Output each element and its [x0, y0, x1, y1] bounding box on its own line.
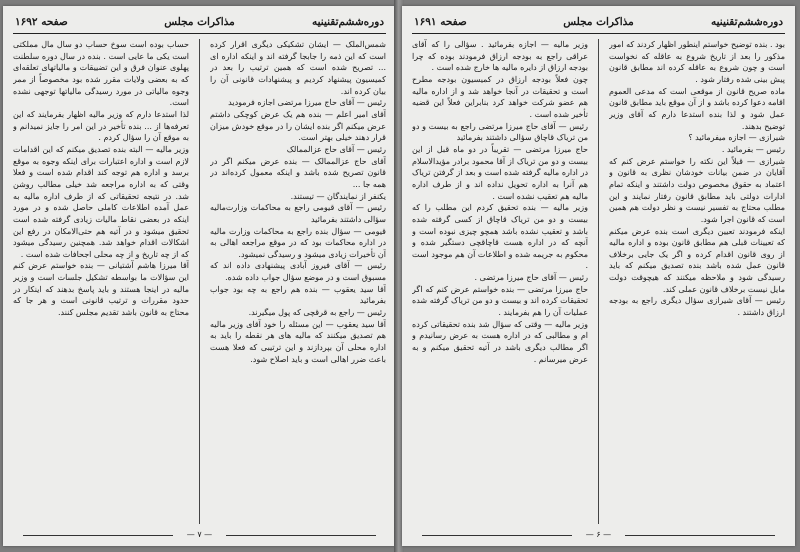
- paragraph: وزیر مالیه — وقتی که سؤال شد بنده تحقیقاتی کرده ام و مطالبی که در اداره هست به عرض رسانیدم و اگر مطالب دیگری باشد در آتیه تحقیق میکنم و به عرض میرسانم .: [412, 319, 588, 364]
- paragraph: شیرازی — اجازه میفرمائید ؟: [688, 133, 785, 143]
- paragraph: رئیس — آقای قیومی راجع به محاکمات وزارت‌مالیه سؤالی داشتند بفرمائید: [210, 203, 386, 224]
- paragraph: بود . بنده توضیح خواستم اینطور اظهار کردند که امور مذکور را بعد از تاریخ شروع به عاقله که نخواست است و چون شروع به عاقله کرده اند مطابق قانون پیش بینی شده رفتار شود .: [609, 40, 785, 84]
- session-title: دوره‌ششم‌تقنینیه: [311, 16, 384, 28]
- paragraph: حاج میرزا مرتضی — بنده خواستم عرض کنم که اگر تحقیقات کرده اند و بیست و دو من تریاک گرفته شده عملیات آن را هم بفرمایند .: [412, 284, 588, 318]
- session-title: دوره‌ششم‌تقنینیه: [710, 16, 783, 28]
- header-rule: [412, 33, 785, 34]
- running-title: مذاکرات مجلس: [563, 16, 634, 28]
- paragraph: چون فعلاً بودجه ارزاق در کمیسیون بودجه مطرح است و تحقیقات در آنجا خواهد شد و از اداره مالیه هم عضو شرکت خواهد کرد بنابراین فعلاً این قضیه تأخیر شده است .: [412, 74, 588, 119]
- right-page: [402, 6, 795, 546]
- paragraph: آقا سید یعقوب — این مسئله را خود آقای وزیر مالیه هم تصدیق میکنند که مالیه های هر نقطه را باید به اداره محلی آن بپردازند و این ترتیبی که فعلا هست باعث ضرر اهالی است و باید اصلاح شود.: [210, 319, 386, 364]
- page-number: — ۶ —: [582, 530, 615, 539]
- text-column-left: [412, 39, 588, 524]
- right-page-header: [414, 16, 783, 30]
- paragraph: شمس‌الملک — ایشان تشکیکی‌ دیگری اقرار کرده است که این ذمه را جابجا گرفته اند و اینکه اداره ای ... تصریح شده است که همین ترتیب را بعد در کمیسیون پیشنهاد کردیم و پیشنهادات قانونی آن را بیان کرده اند.: [210, 40, 386, 96]
- paragraph: وزیر مالیه — بنده تحقیق کردم این مطلب را که بیست و دو من تریاک قاچاق از کسی گرفته شده باشد و تعقیب نشده باشد همچو چیزی نبوده است و آنچه که در اداره هست قاچاقچی دستگیر شده و محکوم به جریمه شده و اطلاعات آن هم موجود است .: [412, 203, 588, 271]
- paragraph: حساب بوده است سوخ حساب دو سال مال مملکتی است یکی ما عایی است . بنده در سال دوره سلطنت پهلوی عنوان فرق و این تضییقات و مالیاتهای تعلقه‌ای که به بعضی ولایات مقرر شده بود مخصوصاً از ممر وجوه مالیاتی در مورد رسیدگی مالیاتها توجهی نشده است.: [13, 40, 189, 108]
- text-column-right: [210, 39, 386, 524]
- paragraph: آقای امیر اعلم — بنده هم یک عرض کوچکی داشتم عرض میکنم اگر بنده ایشان را در موقع خودش میزان قرار دهند خیلی بهتر است.: [210, 109, 386, 143]
- column-divider: [598, 39, 599, 524]
- left-page: [3, 6, 396, 546]
- paragraph: یکنفر از نمایندگان — تیستند.: [290, 191, 386, 201]
- paragraph: حاج میرزا مرتضی — تقریباً در دو ماه قبل از این بیست و دو من تریاک از آقا محمود برادر مؤیدالاسلام در اداره مالیه گرفته شده است و بعد از گرفتن تریاک هم آنرا به اداره تحویل نداده اند و از طرف اداره مالیه هم تعقیب نشده است .: [412, 144, 588, 201]
- paragraph: وزیر مالیه — البته بنده تصدیق میکنم که این اقدامات لازم است و اداره اعتبارات برای اینکه وجوه به موقع برسد و اداره هم توجه کند اقدام شده است و فعلا وقتی که به اداره مراجعه شد خیلی مطالب روشن شد. در نتیجه تحقیقاتی که از طرف اداره مالیه به عمل آمده اطلاعات کاملی حاصل شده و در مورد اینکه در بعضی نقاط مالیات زیادی گرفته شده است تحقیق میشود و در آتیه هم حتی‌الامکان در رفع این اشکالات اقدام خواهد شد. همچنین رسیدگی میشود که از چه تاریخ و از چه محلی اجحافات شده است .: [13, 144, 189, 259]
- paragraph: رئیس — بفرمائید .: [721, 144, 785, 154]
- page-footer: [412, 530, 785, 540]
- paragraph: قیومی — سؤال بنده راجع به محاکمات وزارت مالیه در اداره محاکمات بود که در موقع مراجعه اهالی به آن تأخیرات زیادی میشود و رسیدگی نمیشود.: [210, 226, 386, 259]
- paragraph: رئیس — آقای فیروز آبادی پیشنهادی داده اند که مسبوق است و در موضع سؤال جواب داده شده.: [210, 261, 386, 283]
- paragraph: رئیس — آقای حاج میرزا مرتضی راجع به بیست و دو من تریاک قاچاق سؤالی داشتند بفرمائید: [412, 121, 588, 143]
- left-page-header: [15, 16, 384, 30]
- page-label: صفحه ۱۶۹۱: [414, 16, 467, 28]
- running-title: مذاکرات مجلس: [164, 16, 235, 28]
- paragraph: آقا سید یعقوب — بنده هم راجع به چه بود جواب بفرمائید: [210, 284, 386, 306]
- page-label: صفحه ۱۶۹۲: [15, 16, 68, 28]
- paragraph: رئیس — آقای حاج عز‌الممالک: [286, 144, 386, 154]
- text-column-left: [13, 39, 189, 524]
- paragraph: آقا میرزا هاشم آشتیانی — بنده خواستم عرض کنم این سؤالات ما بواسطه تشکیل جلسات است و وزیر مالیه در اینجا هستند و باید پاسخ بدهند که اینکار در حدود مقررات و ترتیب قانونی است و هر جا که محتاج به قانون باشد تقدیم مجلس کنند.: [13, 261, 189, 318]
- header-rule: [13, 33, 386, 34]
- paragraph: آقای حاج عز‌الممالک — بنده عرض میکنم اگر در قانون تصریح شده باشد و اینکه معمول کرده‌اند در همه جا ...: [210, 156, 386, 189]
- text-column-right: [609, 39, 785, 524]
- paragraph: شیرازی — قبلاً این نکته را خواستم عرض کنم که آقایان در ضمن بیانات خودشان نظری به قانون و اعتماد به حقوق مخصوص دولت داشتند و اینکه تمام ادارات دولتی باید مطابق قانون رفتار نمایند و این مطلب محتاج به تفسیر نیست و نظر دولت هم همین است که قانون اجرا شود.: [609, 156, 785, 224]
- paragraph: رئیس — آقای حاج میرزا مرتضی .: [474, 273, 588, 283]
- paragraph: وزیر مالیه — اجازه بفرمائید . سؤالی را که آقای عراقی راجع به بودجه ارزاق فرمودند بوده که چرا بودجه ارزاق از دایره مالیه ها خارج شده است .: [412, 40, 588, 73]
- paragraph: رئیس — آقای حاج میرزا مرتضی اجازه فرمودید: [228, 98, 386, 108]
- paragraph: اینکه فرمودند تعیین دیگری است بنده عرض میکنم که تعیینات قبلی هم مطابق قانون بوده و اداره مالیه از روی قانون اقدام کرده و اگر یک جایی برخلاف قانون عمل شده باشد بنده تصدیق میکنم که باید رسیدگی شود و ملاحظه میکنند که هیچوقت دولت مایل نیست برخلاف قانون عملی کند.: [609, 226, 785, 294]
- paragraph: رئیس — آقای شیرازی سؤال دیگری راجع به بودجه ارزاق داشتند .: [609, 296, 785, 318]
- page-footer: [13, 530, 386, 540]
- paragraph: لذا استدعا دارم که وزیر مالیه اظهار بفرمایند که این تعرفه‌ها از ... بنده تأخیر در این امر را جایز نمیدانم و به موقع آن را سؤال کردم .: [13, 109, 189, 143]
- column-divider: [199, 39, 200, 524]
- paragraph: ماده صریح قانون از موقعی است که مدعی العموم اقامه دعوا کرده باشد و از آن موقع باید مطابق قانون عمل شود و لذا بنده استدعا دارم که آقای وزیر توضیح بدهند.: [609, 86, 785, 131]
- paragraph: رئیس — راجع به قرقچی که پول میگیرند.: [248, 308, 386, 318]
- page-number: — ۷ —: [183, 530, 216, 539]
